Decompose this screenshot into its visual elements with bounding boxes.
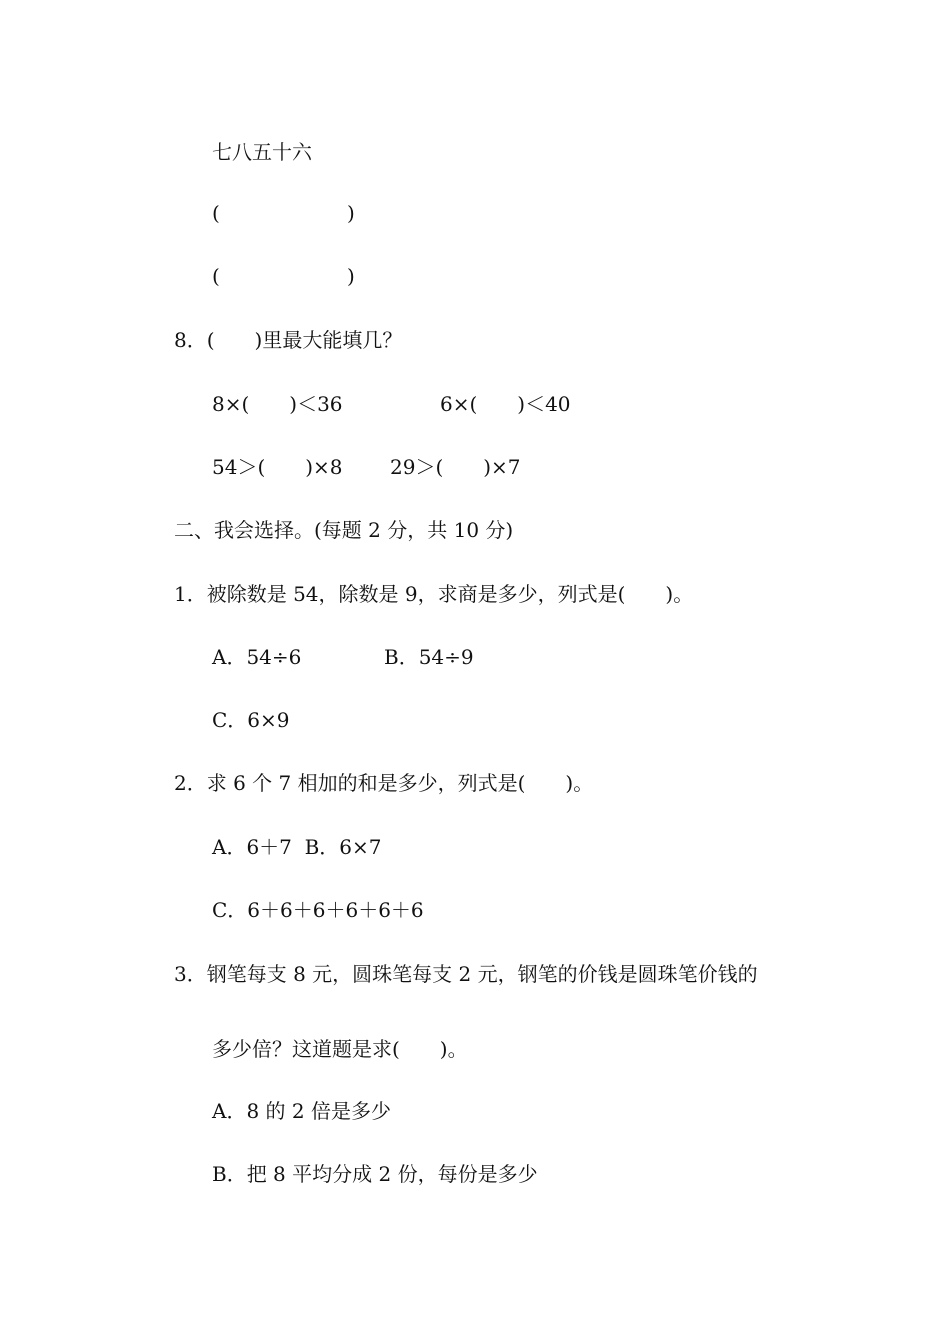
choice-question-2: 2．求 6 个 7 相加的和是多少，列式是( )。	[174, 771, 594, 795]
q7-blank-1[interactable]: ( )	[212, 201, 355, 225]
q8-item-4[interactable]: 29＞( )×7	[390, 455, 521, 479]
choice-question-3-cont: 多少倍？这道题是求( )。	[212, 1037, 468, 1061]
section-heading: 二、我会选择。(每题 2 分，共 10 分)	[174, 518, 514, 542]
q7-blank-2[interactable]: ( )	[212, 264, 355, 288]
q8-item-3[interactable]: 54＞( )×8	[212, 455, 343, 479]
c1-option-c[interactable]: C．6×9	[212, 708, 290, 732]
c3-option-b[interactable]: B．把 8 平均分成 2 份，每份是多少	[212, 1162, 538, 1186]
c1-option-b[interactable]: B．54÷9	[384, 645, 474, 669]
choice-question-1: 1．被除数是 54，除数是 9，求商是多少，列式是( )。	[174, 582, 694, 606]
c2-options-ab[interactable]: A．6＋7 B．6×7	[212, 835, 382, 859]
c3-option-a[interactable]: A．8 的 2 倍是多少	[212, 1099, 391, 1123]
q7-words: 七八五十六	[212, 140, 312, 164]
q8-title: 8．( )里最大能填几？	[174, 328, 403, 352]
q8-item-1[interactable]: 8×( )＜36	[212, 392, 343, 416]
choice-question-3: 3．钢笔每支 8 元，圆珠笔每支 2 元，钢笔的价钱是圆珠笔价钱的	[174, 962, 758, 986]
c1-option-a[interactable]: A．54÷6	[212, 645, 302, 669]
c2-option-c[interactable]: C．6＋6＋6＋6＋6＋6	[212, 898, 424, 922]
q8-item-2[interactable]: 6×( )＜40	[440, 392, 571, 416]
